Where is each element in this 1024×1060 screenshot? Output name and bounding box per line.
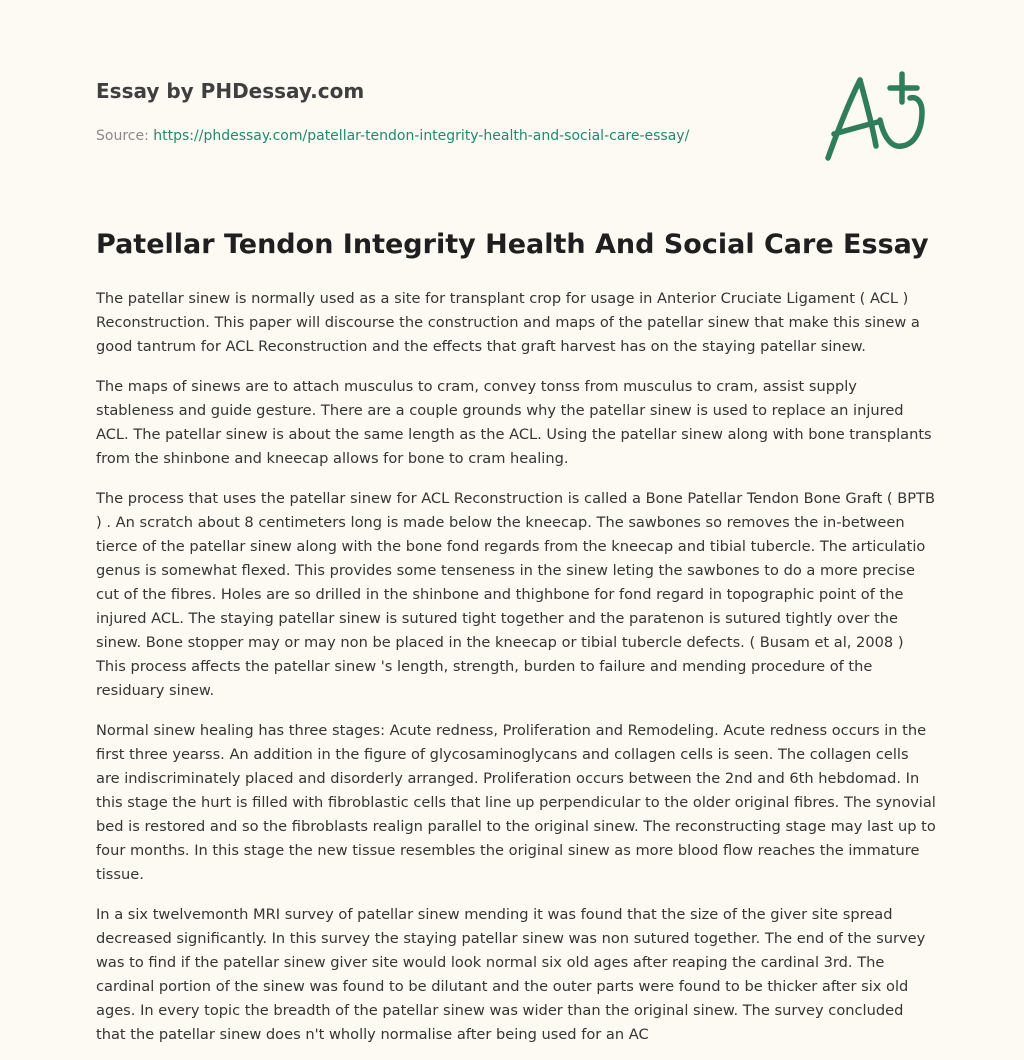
essay-body xyxy=(96,287,936,1047)
essay-paragraph: The process that uses the patellar sinew for ACL Reconstruction is called a Bone Patellar Tendon Bone Graft ( BPTB ) . An scratch about 8 centimeters long is made below the kneecap. The sawbones so removes the in-between tierce of the patellar sinew along with the bone fond regards from the kneecap and tibial tubercle. The articulatio genus is somewhat flexed. This provides some tenseness in the sinew leting the sawbones to do a more precise cut of the fibres. Holes are so drilled in the shinbone and thighbone for fond regard in topographic point of the injured ACL. The staying patellar sinew is sutured tight together and the paratenon is sutured tightly over the sinew. Bone stopper may or may non be placed in the kneecap or tibial tubercle defects. ( Busam et al, 2008 ) This process affects the patellar sinew 's length, strength, burden to failure and mending procedure of the residuary sinew. xyxy=(96,490,935,699)
essay-title: Patellar Tendon Integrity Health And Social Care Essay xyxy=(96,229,929,260)
essay-header xyxy=(96,78,796,146)
essay-paragraph: In a six twelvemonth MRI survey of patellar sinew mending it was found that the size of the giver site spread decreased significantly. In this survey the staying patellar sinew was non sutured together. The end of the survey was to find if the patellar sinew giver site would look normal six old ages after reaping the cardinal 3rd. The cardinal portion of the sinew was found to be dilutant and the outer parts were found to be thicker after six old ages. In every topic the breadth of the patellar sinew was wider than the original sinew. The survey concluded that the patellar sinew does n't wholly normalise after being used for an AC xyxy=(96,906,926,1043)
source-line xyxy=(96,126,796,146)
essay-paragraph: The maps of sinews are to attach musculus to cram, convey tonss from musculus to cram, assist supply stableness and guide gesture. There are a couple grounds why the patellar sinew is used to replace an injured ACL. The patellar sinew is about the same length as the ACL. Using the patellar sinew along with bone transplants from the shinbone and kneecap allows for bone to cram healing. xyxy=(96,378,932,467)
a-plus-grade-icon xyxy=(822,68,930,164)
site-brand: Essay by PHDessay.com xyxy=(96,79,365,103)
essay-paragraph: The patellar sinew is normally used as a site for transplant crop for usage in Anterior Cruciate Ligament ( ACL ) Reconstruction. This paper will discourse the construction and maps of the patellar sinew that make this sinew a good tantrum for ACL Reconstruction and the effects that graft harvest has on the staying patellar sinew. xyxy=(96,290,920,355)
source-link[interactable]: https://phdessay.com/patellar-tendon-integrity-health-and-social-care-essay/ xyxy=(153,128,690,144)
source-label: Source: xyxy=(96,128,149,144)
essay-paragraph: Normal sinew healing has three stages: Acute redness, Proliferation and Remodeling. Acute redness occurs in the first three yearss. An addition in the figure of glycosaminoglycans and collagen cells is seen. The collagen cells are indiscriminately placed and disorderly arranged. Proliferation occurs between the 2nd and 6th hebdomad. In this stage the hurt is filled with fibroblastic cells that line up perpendicular to the older original fibres. The synovial bed is restored and so the fibroblasts realign parallel to the original sinew. The reconstructing stage may last up to four months. In this stage the new tissue resembles the original sinew as more blood flow reaches the immature tissue. xyxy=(96,722,936,883)
